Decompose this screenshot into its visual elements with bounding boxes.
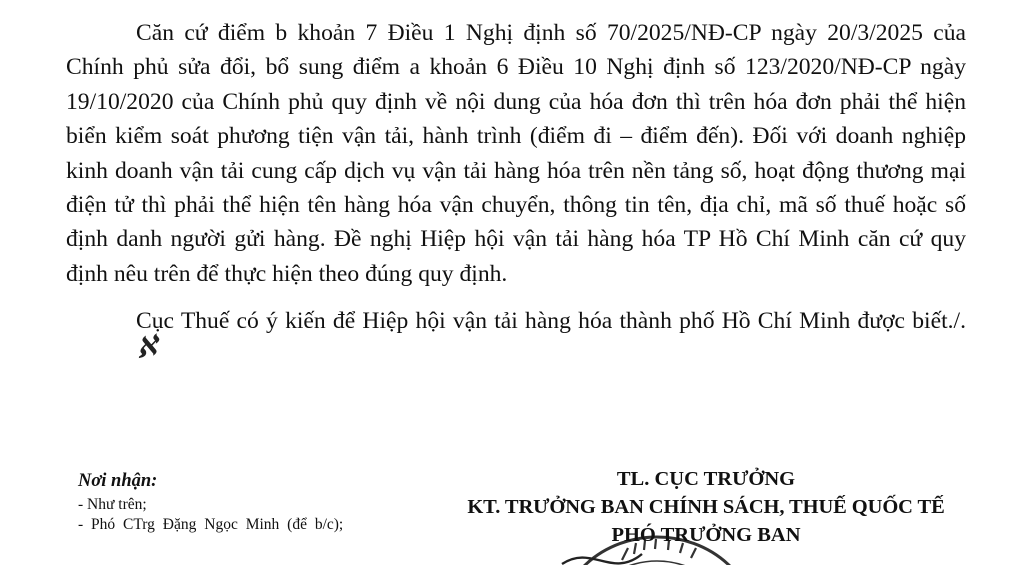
signature-title-3: PHÓ TRƯỞNG BAN — [611, 524, 801, 546]
recipients-block — [78, 470, 378, 534]
recipients-heading: Nơi nhận: — [78, 471, 158, 491]
signature-title-1: TL. CỤC TRƯỞNG — [616, 468, 796, 490]
signature-title-2: KT. TRƯỞNG BAN CHÍNH SÁCH, THUẾ QUỐC TẾ — [467, 496, 945, 518]
body-paragraph-2-text: Cục Thuế có ý kiến để Hiệp hội vận tải hàng hóa thành phố Hồ Chí Minh được biết./. — [136, 308, 966, 335]
signature-block — [398, 465, 1014, 549]
recipient-item: - Như trên; — [78, 496, 147, 513]
document-body — [66, 16, 966, 373]
seal-inner-ring — [581, 561, 733, 565]
signature-stroke — [562, 554, 642, 564]
recipient-item: - Phó CTrg Đặng Ngọc Minh (để b/c); — [78, 515, 344, 533]
body-paragraph-1: Căn cứ điểm b khoản 7 Điều 1 Nghị định số 70/2025/NĐ-CP ngày 20/3/2025 của Chính phủ sửa đổi, bổ sung điểm a khoản 6 Điều 10 Nghị định số 123/2020/NĐ-CP ngày 19/10/2020 của Chính phủ quy định về nội dung của hóa đơn thì trên hóa đơn phải thể hiện biển kiểm soát phương tiện vận tải, hành trình (điểm đi – điểm đến). Đối với doanh nghiệp kinh doanh vận tải cung cấp dịch vụ vận tải hàng hóa trên nền tảng số, hoạt động thương mại điện tử thì phải thể hiện tên hàng hóa vận chuyển, thông tin tên, địa chỉ, mã số thuế hoặc số định danh người gửi hàng. Đề nghị Hiệp hội vận tải hàng hóa TP Hồ Chí Minh căn cứ quy định nêu trên để thực hiện theo đúng quy định. — [66, 20, 966, 287]
body-paragraph-2 — [66, 304, 966, 373]
handwritten-initial-mark: ℵ — [137, 330, 157, 365]
